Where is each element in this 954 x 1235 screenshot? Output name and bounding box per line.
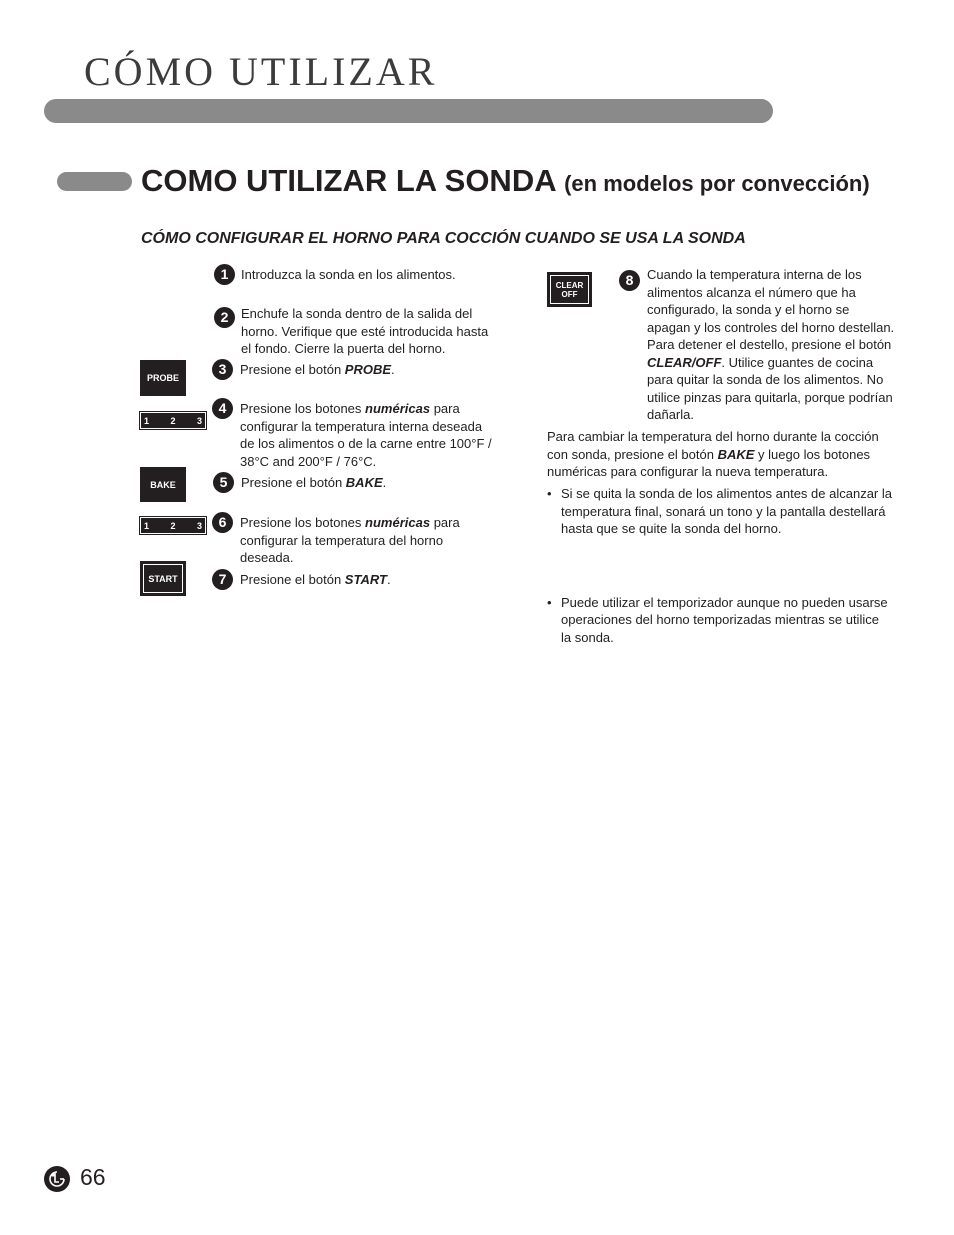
step-7-pre: Presione el botón [240, 572, 345, 587]
step-5-text [241, 474, 511, 492]
step-number-2: 2 [214, 307, 235, 328]
step-3-pre: Presione el botón [240, 362, 345, 377]
start-button-frame [143, 564, 183, 593]
clear-off-button-icon [547, 272, 592, 307]
step-3-em: PROBE [344, 362, 392, 377]
start-button-label: START [148, 573, 178, 584]
step-6-em: numéricas [365, 515, 431, 530]
step-8-pre: Cuando la temperatura interna de los alimentos alcanza el número que ha configurado, la sonda y el horno se apagan y los controles del horno destellan. Para detener el destello, presione el botón [647, 267, 895, 352]
step-2-text: Enchufe la sonda dentro de la salida del horno. Verifique que esté introducida hasta el fondo. Cierre la puerta del horno. [241, 306, 489, 356]
step-5-pre: Presione el botón [241, 475, 346, 490]
step-4-text [240, 400, 500, 470]
numeric-keypad-icon [140, 412, 206, 429]
step-number-3: 3 [212, 359, 233, 380]
probe-button-icon [140, 360, 186, 396]
section-title [141, 160, 870, 205]
step-8-text [647, 266, 895, 424]
section-title-main: COMO UTILIZAR LA SONDA [141, 163, 556, 198]
numpad-3-label: 3 [196, 520, 202, 531]
step-5-em: BAKE [345, 475, 383, 490]
step-number-7: 7 [212, 569, 233, 590]
numpad-1-label: 1 [144, 520, 150, 531]
step-number-6: 6 [212, 512, 233, 533]
step-number-1: 1 [214, 264, 235, 285]
step-7-post: . [386, 572, 391, 587]
note-paragraph [547, 428, 903, 481]
numpad-2-label: 2 [170, 415, 176, 426]
step-number-8: 8 [619, 270, 640, 291]
lg-logo-icon [44, 1166, 70, 1192]
step-8-em: CLEAR/OFF [647, 354, 722, 370]
step-4-post: para configurar la temperatura interna deseada de los alimentos o de la carne entre 100°F / 38°C and 200°F / 76°C. [240, 401, 492, 469]
step-3-post: . [391, 362, 395, 377]
page-number: 66 [80, 1164, 106, 1190]
step-6-post: para configurar la temperatura del horno deseada. [240, 515, 460, 565]
step-7-text [240, 571, 510, 589]
step-7-em: START [344, 572, 387, 587]
bullet-item: • Puede utilizar el temporizador aunque no pueden usarse operaciones del horno temporizadas mientras se utilice la sonda. [547, 594, 891, 647]
bake-button-label: BAKE [150, 479, 176, 490]
numpad-1-label: 1 [144, 415, 150, 426]
note-pre: Para cambiar la temperatura del horno durante la cocción con sonda, presione el botón [547, 429, 879, 462]
section-marker [57, 172, 132, 191]
step-number-4: 4 [212, 398, 233, 419]
start-button-icon [140, 561, 186, 596]
step-3-text [240, 361, 510, 379]
step-6-text [240, 514, 500, 567]
step-8-post: . Utilice guantes de cocina para quitar la sonda de los alimentos. No utilice pinzas para quitarla, porque podrían dañarla. [647, 354, 893, 422]
probe-button-label: PROBE [146, 373, 179, 383]
step-4-pre: Presione los botones [240, 401, 366, 416]
bake-button-icon [140, 467, 186, 502]
step-number-5: 5 [213, 472, 234, 493]
step-5-post: . [382, 475, 387, 490]
chapter-title: CÓMO UTILIZAR [84, 49, 438, 94]
clear-button-label: CLEAR [555, 280, 584, 290]
numpad-2-label: 2 [170, 520, 176, 531]
note-em: BAKE [717, 446, 755, 462]
off-button-label: OFF [561, 289, 578, 299]
section-subtitle: (en modelos por convección) [564, 171, 870, 196]
step-6-pre: Presione los botones [240, 515, 366, 530]
note-post: y luego los botones numéricas para configurar la nueva temperatura. [547, 446, 871, 479]
step-1-text: Introduzca la sonda en los alimentos. [241, 267, 456, 282]
numeric-keypad-icon-2 [140, 517, 206, 534]
sub-heading: CÓMO CONFIGURAR EL HORNO PARA COCCIÓN CUANDO SE USA LA SONDA [141, 230, 746, 247]
lg-logo-glyph [44, 1166, 70, 1192]
numpad-3-label: 3 [196, 415, 202, 426]
chapter-divider-bar [44, 99, 773, 123]
bullet-item: • Si se quita la sonda de los alimentos antes de alcanzar la temperatura final, sonará un tono y la pantalla destellará hasta que se quite la sonda del horno. [547, 485, 903, 538]
clear-off-button-frame [550, 275, 589, 304]
step-4-em: numéricas [365, 401, 431, 416]
